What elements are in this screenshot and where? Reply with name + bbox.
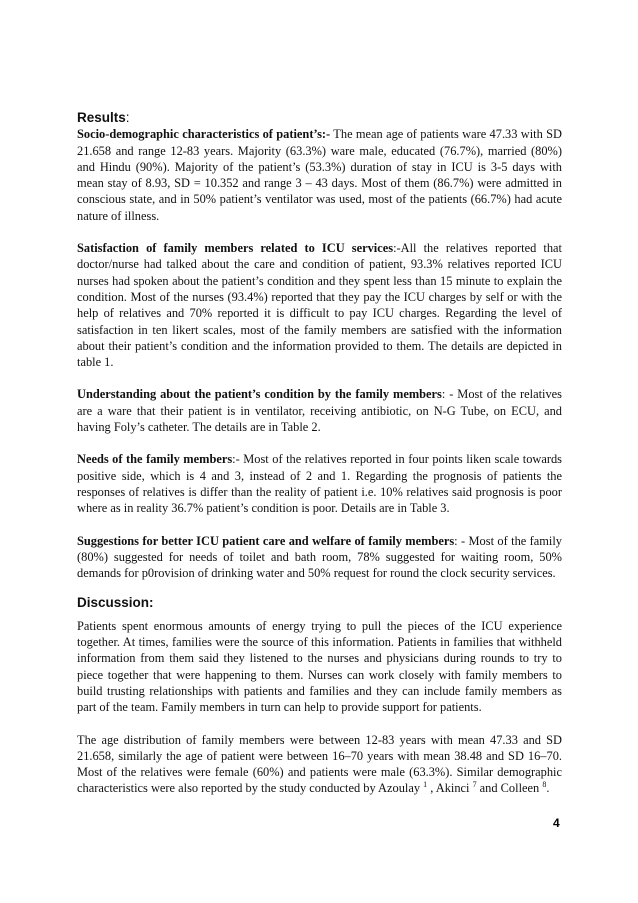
citation-sep-2: and Colleen <box>476 781 543 796</box>
results-heading <box>77 110 562 126</box>
discussion-paragraph-2-text: The age distribution of family members were between 12-83 years with mean 47.33 and SD 21.658, similarly the age of patient were between 16–70 years with mean 38.48 and SD 16–70. Most of the relatives were female (60%) and patients were male (63.3%). Similar demographic characteristics were also reported by the study conducted by Azoulay <box>77 732 562 796</box>
sociodemographic-lead: Socio-demographic characteristics of patient’s:- <box>77 127 331 142</box>
satisfaction-text: :-All the relatives reported that doctor/nurse had talked about the care and condition of patient, 93.3% relatives reported ICU nurses had spoken about the patient’s condition and they spent less than 15 minute to explain the condition. Most of the nurses (93.4%) reported that they pay the ICU charges by self or with the help of relatives and 70% reported it is difficult to pay ICU charges. Regarding the level of satisfaction in ten likert scales, most of the family members are satisfied with the information about their patient’s condition and the information provided to them. The details are depicted in table 1. <box>77 241 562 370</box>
suggestions-lead: Suggestions for better ICU patient care and welfare of family members <box>77 533 455 548</box>
page-number: 4 <box>553 816 560 830</box>
discussion-paragraph-1: Patients spent enormous amounts of energy trying to pull the pieces of the ICU experience together. At times, families were the source of this information. Patients in families that withheld information from them said they listened to the nurses and physicians during rounds to try to piece together that were happening to them. Nurses can work closely with family members to build trusting relationships with patients and families and they can include family members as part of the team. Family members in turn can help to provide support for patients. <box>77 618 562 715</box>
satisfaction-paragraph <box>77 240 562 370</box>
discussion-heading: Discussion: <box>77 595 154 611</box>
results-heading-colon: : <box>125 110 130 125</box>
understanding-lead: Understanding about the patient’s condition by the family members <box>77 387 442 402</box>
discussion-paragraph-2 <box>77 732 562 797</box>
satisfaction-lead: Satisfaction of family members related to ICU services <box>77 241 394 256</box>
citation-colleen: 8 <box>542 780 547 790</box>
document-page <box>77 110 562 797</box>
discussion-paragraph-2-end: . <box>546 781 550 796</box>
citation-sep-1: , Akinci <box>427 781 473 796</box>
suggestions-paragraph <box>77 533 562 582</box>
citation-akinci: 7 <box>472 780 477 790</box>
results-heading-label: Results <box>77 110 126 125</box>
sociodemographic-paragraph <box>77 126 562 224</box>
needs-paragraph <box>77 451 562 516</box>
sociodemographic-text: The mean age of patients ware 47.33 with SD 21.658 and range 12-83 years. Majority (63.3%) ware male, educated (76.7%), married (80%) and Hindu (90%). Majority of the patient’s (53.3%) duration of stay in ICU is 3-5 days with mean stay of 8.93, SD = 10.352 and range 3 – 43 days. Most of them (86.7%) were admitted in conscious state, and in 50% patient’s ventilator was used, most of the patients (66.7%) had acute nature of illness. <box>77 127 562 223</box>
understanding-text: : - Most of the relatives are a ware that their patient is in ventilator, receiving antibiotic, on N-G Tube, on ECU, and having Foly’s catheter. The details are in Table 2. <box>77 387 563 435</box>
needs-text: :- Most of the relatives reported in four points liken scale towards positive side, which is 4 and 3, instead of 2 and 1. Regarding the prognosis of patients the responses of relatives is differ than the reality of patient i.e. 10% relatives said prognosis is poor where as in reality 36.7% patient’s condition is poor. Details are in Table 3. <box>77 452 563 516</box>
understanding-paragraph <box>77 386 562 435</box>
suggestions-text: : - Most of the family (80%) suggested for needs of toilet and bath room, 78% suggested for waiting room, 50% demands for p0rovision of drinking water and 50% request for round the clock security services. <box>77 533 562 581</box>
needs-lead: Needs of the family members <box>77 452 233 467</box>
citation-azoulay: 1 <box>423 780 428 790</box>
